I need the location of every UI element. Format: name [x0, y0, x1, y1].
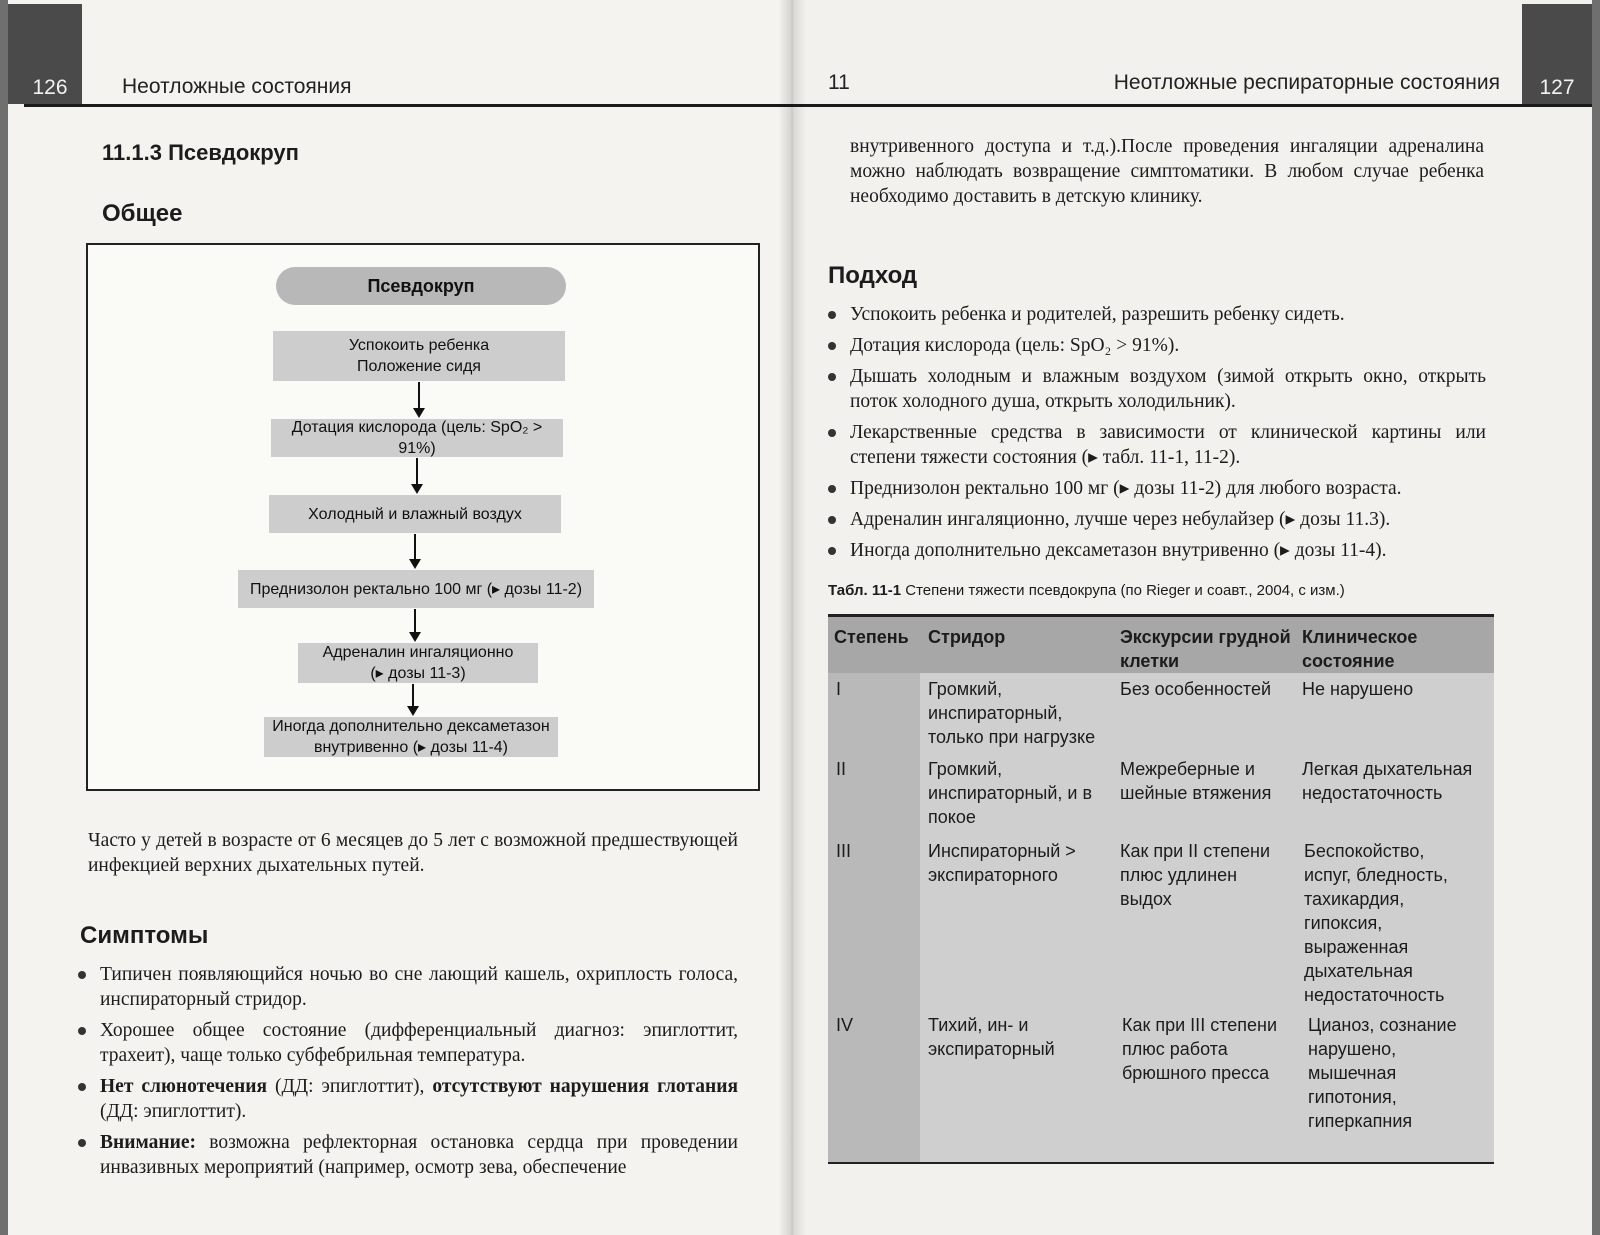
table-cell: Цианоз, сознание нарушено, мышечная гипотония, гиперкапния	[1308, 1015, 1457, 1131]
bullet-icon	[828, 311, 836, 319]
flow-step-6-line-2: внутривенно (▸ дозы 11-4)	[313, 739, 509, 756]
flow-arrow	[412, 684, 414, 714]
right-running-title: Неотложные респираторные состояния	[1113, 71, 1500, 94]
subheading-approach: Подход	[828, 262, 918, 289]
table-cell: Как при II степени плюс удлинен выдох	[1120, 841, 1270, 909]
left-running-title: Неотложные состояния	[122, 75, 352, 98]
right-running-head	[792, 66, 1592, 107]
flow-arrow	[414, 609, 416, 640]
table-cell: III	[836, 841, 852, 861]
intro-paragraph: Часто у детей в возрасте от 6 месяцев до 5 лет с возможной предшествующей инфекцией верхних дыхательных путей.	[88, 830, 738, 876]
severity-table	[828, 614, 1494, 1164]
table-header-cell: Стридор	[928, 627, 1006, 647]
table-caption-text: Степени тяжести псевдокрупа (по Rieger и соавт., 2004, с изм.)	[901, 582, 1345, 599]
bullet-icon	[828, 485, 836, 493]
flow-arrow	[418, 382, 420, 416]
book-gutter	[778, 0, 806, 1235]
table-caption-label: Табл. 11-1	[828, 582, 902, 599]
flow-arrow	[414, 534, 416, 567]
table-cell: Как при III степени плюс работа брюшного пресса	[1122, 1015, 1277, 1083]
symptoms-list	[78, 962, 738, 1186]
left-page-number: 126	[8, 4, 82, 104]
table-header-cell: Экскурсии грудной клетки	[1120, 627, 1291, 671]
table-header-cell: Степень	[834, 627, 909, 647]
list-item	[828, 476, 1486, 501]
symptom-bold: Нет слюнотечения	[100, 1076, 268, 1097]
flow-step-2-line-1: Дотация кислорода (цель: SpO₂ > 91%)	[291, 419, 543, 457]
list-item	[828, 538, 1486, 563]
bullet-icon	[828, 429, 836, 437]
flow-step-1	[273, 331, 565, 381]
list-item	[78, 962, 738, 1012]
approach-text: Дышать холодным и влажным воздухом (зимой открыть окно, открыть поток холодного душа, открыть холодильник).	[850, 366, 1486, 412]
flow-step-5-line-1: Адреналин ингаляционно	[322, 644, 514, 661]
table-cell: Не нарушено	[1302, 679, 1414, 699]
approach-text: Адреналин ингаляционно, лучше через небулайзер (▸ дозы 11.3).	[850, 509, 1391, 530]
flow-step-5	[298, 643, 538, 683]
bullet-icon	[828, 516, 836, 524]
table-caption	[828, 582, 1345, 599]
approach-text: Лекарственные средства в зависимости от клинической картины или степени тяжести состояния (▸ табл. 11-1, 11-2).	[850, 422, 1486, 468]
flow-step-3-line-1: Холодный и влажный воздух	[308, 505, 522, 523]
approach-text: Дотация кислорода (цель: SpO₂ > 91%).	[850, 335, 1180, 356]
table-cell: IV	[836, 1015, 854, 1035]
bullet-icon	[78, 1139, 86, 1147]
right-page	[792, 0, 1592, 1235]
flow-step-3	[269, 495, 561, 533]
symptom-text: (ДД: эпиглоттит),	[267, 1076, 433, 1097]
approach-text: Иногда дополнительно дексаметазон внутривенно (▸ дозы 11-4).	[850, 540, 1387, 561]
chapter-number: 11	[828, 71, 850, 94]
bullet-icon	[78, 971, 86, 979]
list-item	[78, 1018, 738, 1068]
list-item	[828, 302, 1486, 327]
table-first-column-shade	[828, 673, 920, 1162]
bullet-icon	[78, 1083, 86, 1091]
right-page-number: 127	[1522, 4, 1592, 104]
symptom-text: Типичен появляющийся ночью во сне лающий кашель, охриплость голоса, инспираторный стридор.	[100, 964, 738, 1010]
flow-step-1-line-2: Положение сидя	[357, 358, 481, 375]
flow-step-6	[264, 717, 558, 757]
subheading-symptoms: Симптомы	[80, 922, 209, 949]
list-item	[828, 507, 1486, 532]
table-cell: Тихий, ин- и экспираторный	[928, 1015, 1055, 1059]
table-cell: Беспокойство, испуг, бледность, тахикардия, гипоксия, выраженная дыхательная недостаточность	[1304, 841, 1448, 1005]
bullet-icon	[828, 373, 836, 381]
flow-step-5-line-2: (▸ дозы 11-3)	[370, 665, 466, 682]
bullet-icon	[828, 547, 836, 555]
approach-text: Преднизолон ректально 100 мг (▸ дозы 11-2) для любого возраста.	[850, 478, 1402, 499]
left-page	[8, 0, 792, 1235]
list-item	[828, 333, 1486, 358]
table-cell: I	[836, 679, 842, 699]
flow-step-1-line-1: Успокоить ребенка	[348, 337, 490, 354]
approach-list	[828, 302, 1486, 569]
flow-arrow	[416, 458, 418, 492]
flowchart-title: Псевдокруп	[276, 267, 566, 305]
table-cell: Легкая дыхательная недостаточность	[1302, 759, 1473, 803]
flow-step-4-line-1: Преднизолон ректально 100 мг (▸ дозы 11-2)	[249, 580, 583, 598]
table-cell: Межреберные и шейные втяжения	[1120, 759, 1272, 803]
subheading-general: Общее	[102, 200, 183, 227]
left-running-head	[24, 66, 792, 107]
symptom-text: (ДД: эпиглоттит).	[100, 1101, 247, 1122]
table-cell: Инспираторный > экспираторного	[928, 841, 1076, 885]
symptom-bold: Внимание:	[100, 1132, 196, 1153]
bullet-icon	[828, 342, 836, 350]
section-heading: 11.1.3 Псевдокруп	[102, 140, 299, 165]
flow-step-6-line-1: Иногда дополнительно дексаметазон	[272, 718, 550, 735]
table-cell: Громкий, инспираторный, только при нагрузке	[928, 679, 1096, 747]
flowchart	[86, 243, 760, 791]
bullet-icon	[78, 1027, 86, 1035]
list-item	[78, 1074, 738, 1124]
table-header-cell: Клиническое состояние	[1302, 627, 1418, 671]
flow-step-4	[238, 570, 594, 608]
continued-paragraph: внутривенного доступа и т.д.).После проведения ингаляции адреналина можно наблюдать возвращение симптоматики. В любом случае ребенка необходимо доставить в детскую клинику.	[850, 136, 1484, 207]
list-item	[828, 420, 1486, 470]
flow-step-2	[271, 419, 563, 457]
table-cell: II	[836, 759, 847, 779]
symptom-text: возможна рефлекторная остановка сердца при проведении инвазивных мероприятий (например, осмотр зева, обеспечение	[100, 1132, 738, 1178]
symptom-bold: отсутствуют нарушения глотания	[432, 1076, 738, 1097]
list-item	[78, 1130, 738, 1180]
table-cell: Без особенностей	[1120, 679, 1272, 699]
symptom-text: Хорошее общее состояние (дифференциальный диагноз: эпиглоттит, трахеит), чаще только субфебрильная температура.	[100, 1020, 738, 1066]
approach-text: Успокоить ребенка и родителей, разрешить ребенку сидеть.	[850, 304, 1345, 325]
table-cell: Громкий, инспираторный, и в покое	[928, 759, 1093, 827]
list-item	[828, 364, 1486, 414]
